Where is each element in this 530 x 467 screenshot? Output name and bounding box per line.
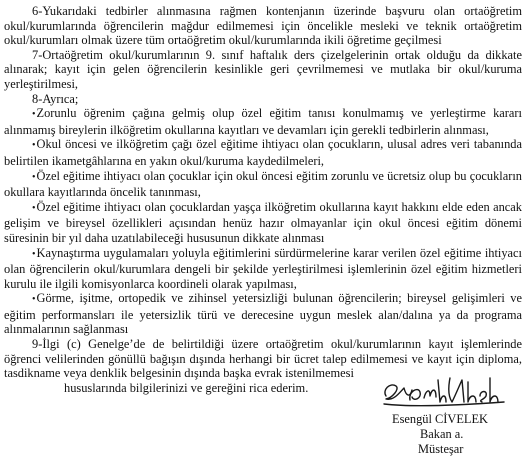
- signatory-title: Bakan a.: [420, 427, 464, 441]
- handwritten-signature: [380, 372, 510, 414]
- bullet-item-2: [4, 137, 522, 168]
- bullet-item-6: [4, 291, 522, 337]
- paragraph-9: 9-İlgi (c) Genelge’de de belirtildiği üzere ortaöğretim okul/kurumlarının kayıt işlemlerinde öğrenci velilerinden gönüllü bağışın dışında herhangi bir ücret talep edilmemesi ve kayıt için diploma, tasdikname veya denklik belgesinin dışında başka evrak istenilmemesi: [4, 337, 522, 381]
- document-body: [4, 4, 522, 395]
- bullet-text: Özel eğitime ihtiyacı olan çocuklardan yaşça ilköğretim okullarına kayıt hakkını elde eden ancak gelişim ve bireysel özellikleri açısından henüz hazır olmayanlar için okul öncesi eğitim dönemi süresinin bir yıl daha uzatılabileceği hususunun dikkate alınması: [4, 199, 522, 245]
- bullet-item-5: [4, 246, 522, 292]
- bullet-text: Zorunlu öğrenim çağına gelmiş olup özel eğitim tanısı konulmamış ve yerleştirme kararı alınmamış bireylerin ilköğretim okullarına kayıtları ve devamları için gerekli tedbirlerin alınması,: [4, 106, 522, 137]
- bullet-text: Görme, işitme, ortopedik ve zihinsel yetersizliği bulunan öğrencilerin; bireysel gelişimleri ve eğitim performansları ile yetersizlik türü ve derecesine uygun meslek alan/dalına ya da programa alınmalarının sağlanması: [4, 291, 522, 337]
- bullet-item-3: [4, 169, 522, 200]
- paragraph-6: 6-Yukarıdaki tedbirler alınmasına rağmen kontenjanın üzerinde başvuru olan ortaöğretim okul/kurumlarında öğrencilerin mağdur edilmemesi için öncelikle mesleki ve teknik ortaöğretim okul/kurumları olmak üzere tüm ortaöğretim okul/kurumlarında ikili öğretime geçilmesi: [4, 4, 522, 48]
- paragraph-7: 7-Ortaöğretim okul/kurumlarının 9. sınıf haftalık ders çizelgelerinin ortak olduğu da dikkate alınarak; kayıt için gelen öğrencilerin kesinlikle geri çevrilmemesi ve mutlaka bir okul/kuruma yerleştirilmesi,: [4, 47, 522, 91]
- bullet-item-4: [4, 200, 522, 246]
- bullet-text: Okul öncesi ve ilköğretim çağı özel eğitime ihtiyacı olan çocukların, ulusal adres veri tabanında belirtilen ikametgâhlarına en yakın okul/kuruma kaydedilmeleri,: [4, 137, 522, 168]
- closing-line: hususlarında bilgilerinizi ve gereğini rica ederim.: [64, 380, 309, 395]
- signature-block: [380, 372, 510, 462]
- bullet-text: Özel eğitime ihtiyacı olan çocuklar için okul öncesi eğitim zorunlu ve ücretsiz olup bu çocukların okullara kayıtlarında öncelik tanınması,: [4, 168, 522, 200]
- bullet-text: Kaynaştırma uygulamaları yoluyla eğitimlerini sürdürmelerine karar verilen özel eğitime ihtiyacı olan öğrencilerin okul/kurumlara dengeli bir şekilde yerleştirilmesi işlemlerinin özel eğitim hizmetleri kurulu ile ilgili komisyonlarca koordineli olarak yapılması,: [4, 245, 522, 291]
- signatory-name: Esengül CİVELEK: [392, 412, 489, 426]
- paragraph-8: 8-Ayrıca;: [32, 91, 79, 106]
- signatory-role: Müsteşar: [418, 442, 464, 456]
- bullet-item-1: [4, 106, 522, 137]
